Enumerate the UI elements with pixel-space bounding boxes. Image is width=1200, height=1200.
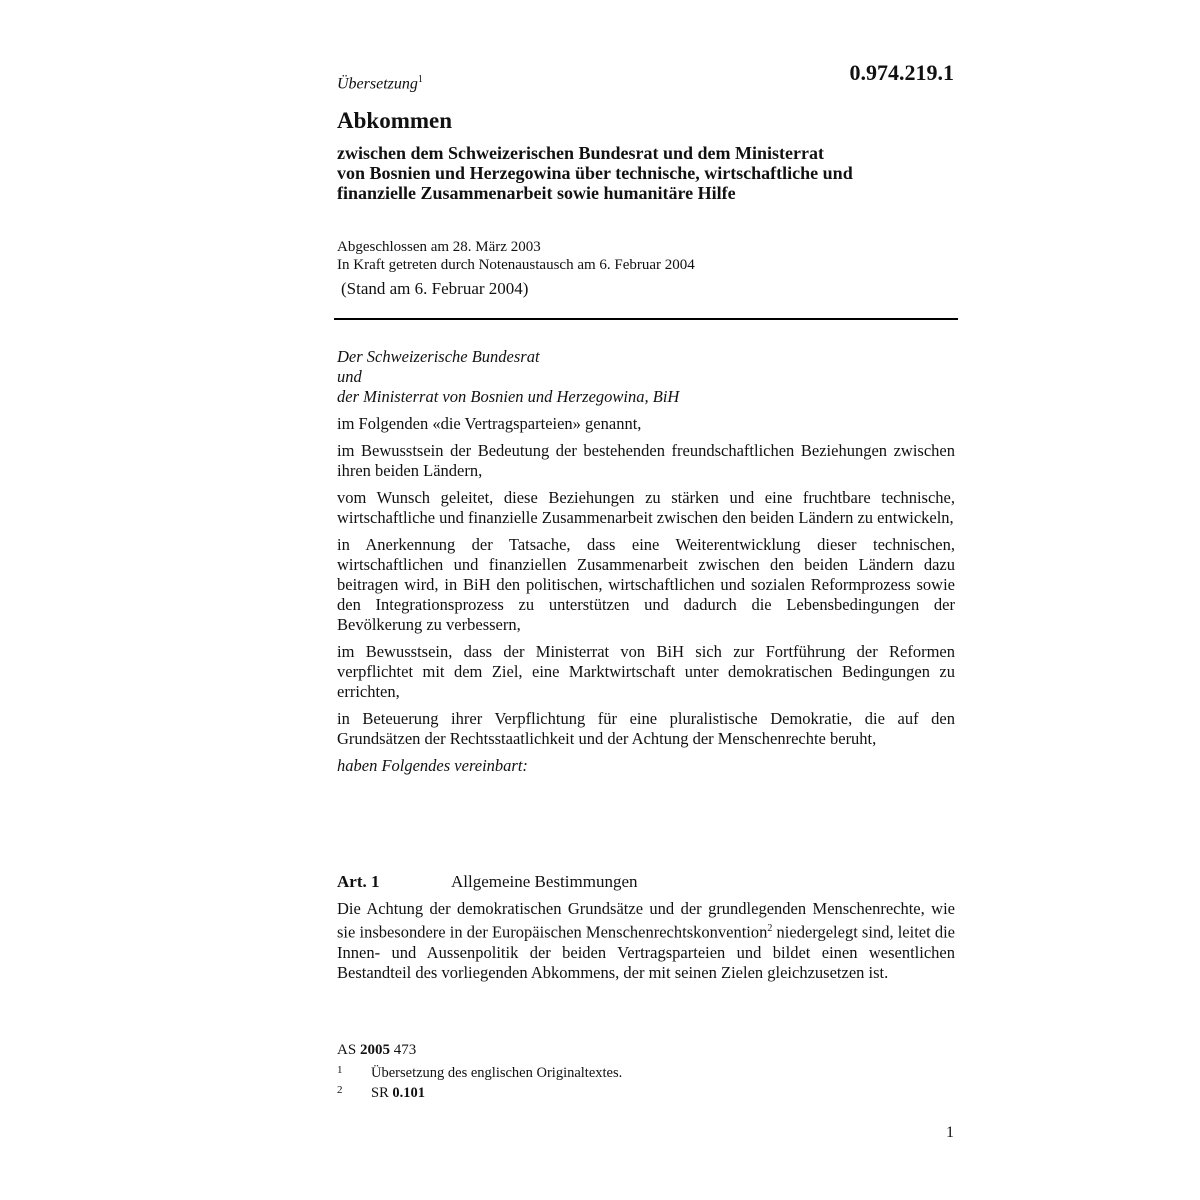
as-page: 473 [393,1042,417,1058]
footnote-mark: 1 [337,1064,343,1076]
article-1-heading [337,872,638,892]
subtitle-line: von Bosnien und Herzegowina über technische, wirtschaftliche und [337,163,853,183]
article-number: Art. 1 [337,872,380,891]
article-1-text [337,899,955,983]
preamble-closing: haben Folgendes vereinbart: [337,756,528,775]
subtitle-line: finanzielle Zusammenarbeit sowie humanitäre Hilfe [337,183,736,203]
footnote-text: Übersetzung des englischen Originaltextes. [371,1065,623,1081]
footnote-mark: 2 [337,1084,343,1096]
official-collection-reference [337,1042,416,1059]
party-conjunction: und [337,367,362,386]
article-title: Allgemeine Bestimmungen [451,872,638,891]
preamble-paragraph: in Beteuerung ihrer Verpflichtung für eine pluralistische Demokratie, die auf den Grundsätzen der Rechtsstaatlichkeit und der Achtung der Menschenrechte beruht, [337,709,955,748]
footnote-ref-2[interactable]: 2 [767,923,773,934]
subtitle-line: zwischen dem Schweizerischen Bundesrat und dem Ministerrat [337,143,824,163]
sr-reference[interactable]: 0.101 [392,1085,425,1101]
footnote-1 [337,1062,622,1082]
status-date: (Stand am 6. Februar 2004) [341,279,529,298]
translation-text: Übersetzung [337,75,418,93]
in-force-date: In Kraft getreten durch Notenaustausch am 6. Februar 2004 [337,257,695,273]
conclusion-info [337,238,695,274]
as-year: 2005 [359,1042,390,1058]
footnote-2 [337,1082,622,1102]
preamble-paragraph: im Folgenden «die Vertragsparteien» genannt, [337,414,642,433]
footnotes [337,1062,622,1102]
footnote-text [371,1085,425,1101]
preamble-paragraph: in Anerkennung der Tatsache, dass eine Weiterentwicklung dieser technischen, wirtschaftlichen und finanziellen Zusammenarbeit zwischen den beiden Ländern dazu beitragen wird, in BiH den politischen, wirtschaftlichen und sozialen Reformprozess sowie den Integrationsprozess zu unterstützen und dadurch die Lebensbedingungen der Bevölkerung zu verbessern, [337,535,955,634]
page-number: 1 [946,1124,954,1141]
concluded-date: Abgeschlossen am 28. März 2003 [337,239,541,255]
party-swiss: Der Schweizerische Bundesrat [337,347,540,366]
as-prefix: AS [337,1042,357,1058]
header-divider [334,318,958,320]
preamble [337,347,955,776]
article-text-part: niedergelegt sind, leitet die Innen- und Aussenpolitik der beiden Vertragsparteien und bildet einen wesentlichen Bestandteil des vorliegenden Abkommens, der mit seinen Zielen gleichzusetzen ist. [337,922,956,982]
sr-number: 0.974.219.1 [849,60,954,85]
preamble-paragraph: vom Wunsch geleitet, diese Beziehungen zu stärken und eine fruchtbare technische, wirtschaftliche und finanzielle Zusammenarbeit zwischen den beiden Ländern zu entwickeln, [337,488,955,527]
preamble-paragraph: im Bewusstsein, dass der Ministerrat von BiH sich zur Fortführung der Reformen verpflichtet mit dem Ziel, eine Marktwirtschaft unter demokratischen Bedingungen zu errichten, [337,642,955,701]
document-title: Abkommen [337,108,453,133]
document-subtitle [337,143,957,203]
article-text-part: Die Achtung der demokratischen Grundsätze und der grundlegenden Menschenrechte, wie sie insbesondere in der Europäischen Menschenrechtskonvention [337,899,955,942]
preamble-paragraph: im Bewusstsein der Bedeutung der bestehenden freundschaftlichen Beziehungen zwischen ihren beiden Ländern, [337,441,955,480]
party-bih: der Ministerrat von Bosnien und Herzegowina, BiH [337,387,680,406]
sr-prefix: SR [371,1085,389,1101]
translation-label [337,74,423,93]
footnote-ref-1[interactable]: 1 [417,74,423,85]
